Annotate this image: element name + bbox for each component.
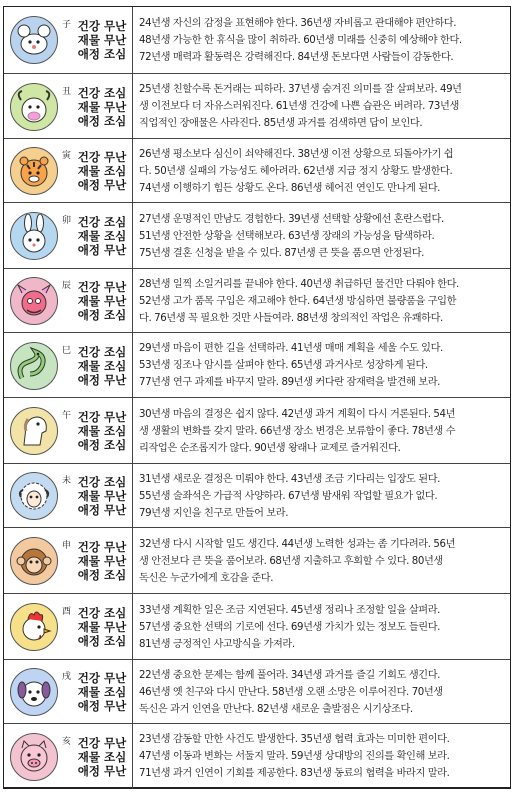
luck-rating: 조심 xyxy=(104,568,127,582)
luck-ratings xyxy=(68,19,130,61)
fortune-text xyxy=(133,398,510,464)
luck-category: 애정 xyxy=(77,114,100,128)
luck-category: 건강 xyxy=(77,410,100,424)
zodiac-sign-label: 丑 xyxy=(62,87,72,97)
fortune-line: 57년생 중요한 선택의 기로에 선다. 69년생 가치가 있는 정보도 들린다. xyxy=(139,621,441,633)
luck-category: 애정 xyxy=(77,503,100,517)
fortune-line: 32년생 다시 시작할 일도 생긴다. 44년생 노력한 성과는 좀 기다려라. 56년 xyxy=(139,538,456,550)
luck-category: 애정 xyxy=(77,438,100,452)
fortune-row xyxy=(4,73,510,139)
fortune-text xyxy=(133,464,510,528)
luck-love xyxy=(68,373,130,387)
luck-rating: 무난 xyxy=(104,620,127,634)
luck-ratings xyxy=(68,345,130,387)
luck-wealth xyxy=(68,294,130,308)
fortune-text xyxy=(133,528,510,594)
fortune-row-header xyxy=(4,74,133,139)
luck-health xyxy=(68,345,130,359)
luck-rating: 무난 xyxy=(104,373,127,387)
luck-category: 건강 xyxy=(77,606,100,620)
luck-rating: 조심 xyxy=(104,86,127,100)
luck-love xyxy=(68,308,130,322)
luck-rating: 무난 xyxy=(104,503,127,517)
luck-love xyxy=(68,568,130,582)
luck-wealth xyxy=(68,620,130,634)
luck-rating: 무난 xyxy=(104,736,127,750)
luck-love xyxy=(68,764,130,778)
fortune-line: 46년생 옛 친구와 다시 만난다. 58년생 오랜 소망은 이루어진다. 70년생 xyxy=(139,686,443,698)
luck-category: 재물 xyxy=(77,750,100,764)
fortune-line: 72년생 매력과 활동력은 강력해진다. 84년생 돈보다면 사람들이 감동한다. xyxy=(139,51,454,63)
luck-category: 건강 xyxy=(77,671,100,685)
luck-rating: 조심 xyxy=(104,634,127,648)
luck-love xyxy=(68,114,130,128)
fortune-text xyxy=(133,660,510,724)
luck-category: 재물 xyxy=(77,164,100,178)
fortune-row xyxy=(4,723,510,789)
luck-wealth xyxy=(68,359,130,373)
fortune-row-header xyxy=(4,269,133,333)
luck-ratings xyxy=(68,606,130,648)
fortune-row-header xyxy=(4,203,133,269)
horse-icon xyxy=(10,407,58,455)
luck-ratings xyxy=(68,150,130,192)
fortune-line: 27년생 운명적인 만남도 경험한다. 39년생 선택할 상황에선 혼란스럽다. xyxy=(139,213,444,225)
fortune-text xyxy=(133,203,510,269)
luck-rating: 조심 xyxy=(104,215,127,229)
fortune-line: 다. 76년생 꼭 필요한 것만 사들여라. 88년생 창의적인 작업은 유쾌하다. xyxy=(139,312,443,324)
fortune-line: 79년생 지인을 친구로 만들어 보라. xyxy=(139,507,289,519)
luck-rating: 무난 xyxy=(104,699,127,713)
luck-rating: 무난 xyxy=(104,178,127,192)
luck-category: 재물 xyxy=(77,620,100,634)
luck-category: 재물 xyxy=(77,229,100,243)
luck-health xyxy=(68,671,130,685)
luck-rating: 조심 xyxy=(104,308,127,322)
zodiac-sign-label: 卯 xyxy=(62,216,72,226)
luck-category: 재물 xyxy=(77,554,100,568)
luck-rating: 무난 xyxy=(104,764,127,778)
fortune-row xyxy=(4,268,510,333)
fortune-text xyxy=(133,724,510,789)
luck-health xyxy=(68,280,130,294)
luck-health xyxy=(68,19,130,33)
luck-rating: 무난 xyxy=(104,554,127,568)
luck-wealth xyxy=(68,750,130,764)
fortune-line: 생 이전보다 더 자유스러워진다. 61년생 건강에 나쁜 습관은 버려라. 73년생 xyxy=(139,101,459,112)
zodiac-sign-label: 子 xyxy=(62,20,72,30)
luck-rating: 무난 xyxy=(104,671,127,685)
fortune-line: 24년생 자신의 감정을 표현해야 한다. 36년생 자비롭고 관대해야 편안하다. xyxy=(139,17,457,29)
luck-category: 건강 xyxy=(77,86,100,100)
fortune-line: 생 안전보다 큰 뜻을 품어보라. 68년생 지출하고 후회할 수 있다. 80년생 xyxy=(139,555,443,567)
fortune-row xyxy=(4,7,510,73)
luck-ratings xyxy=(68,86,130,128)
zodiac-sign-label: 申 xyxy=(62,541,72,551)
fortune-line: 독신은 과거 인연을 만난다. 82년생 새로운 출발점은 시기상조다. xyxy=(139,703,413,715)
fortune-line: 81년생 긍정적인 사고방식을 가져라. xyxy=(139,638,295,650)
luck-rating: 조심 xyxy=(104,685,127,699)
fortune-row xyxy=(4,397,510,464)
fortune-line: 71년생 과거 인연이 기회를 제공한다. 83년생 동료의 협력을 바라지 말라. xyxy=(139,768,450,779)
fortune-row xyxy=(4,138,510,203)
zodiac-sign-label: 午 xyxy=(62,411,72,421)
luck-love xyxy=(68,503,130,517)
zodiac-sign-label: 辰 xyxy=(62,281,72,291)
fortune-line: 22년생 중요한 문제는 함께 풀어라. 34년생 과거를 즐길 기회도 생긴다. xyxy=(139,669,441,681)
zodiac-sign-label: 未 xyxy=(62,476,72,486)
luck-category: 애정 xyxy=(77,764,100,778)
luck-wealth xyxy=(68,164,130,178)
fortune-row-header xyxy=(4,660,133,724)
fortune-line: 26년생 평소보다 심신이 쇠약해진다. 38년생 이전 상황으로 되돌아가기 쉽 xyxy=(139,148,454,160)
fortune-line: 29년생 마음이 편한 길을 선택하라. 41년생 매매 계획을 세울 수도 있다. xyxy=(139,343,443,354)
fortune-row-header xyxy=(4,7,133,73)
fortune-line: 48년생 가능한 한 휴식을 많이 취하라. 60년생 미래를 신중히 예상해야 한다. xyxy=(139,34,462,46)
luck-category: 건강 xyxy=(77,736,100,750)
luck-category: 건강 xyxy=(77,345,100,359)
luck-category: 애정 xyxy=(77,47,100,61)
luck-wealth xyxy=(68,554,130,568)
luck-category: 건강 xyxy=(77,215,100,229)
luck-category: 건강 xyxy=(77,280,100,294)
luck-category: 건강 xyxy=(77,150,100,164)
luck-category: 재물 xyxy=(77,100,100,114)
fortune-row xyxy=(4,593,510,660)
fortune-row-header xyxy=(4,528,133,594)
luck-rating: 무난 xyxy=(104,100,127,114)
fortune-line: 25년생 친할수록 돈거래는 피하라. 37년생 숨겨진 의미를 잘 살펴보라. 49년 xyxy=(139,84,462,95)
luck-wealth xyxy=(68,424,130,438)
fortune-text xyxy=(133,7,510,73)
luck-category: 애정 xyxy=(77,373,100,387)
luck-rating: 조심 xyxy=(104,229,127,243)
fortune-text xyxy=(133,269,510,333)
fortune-row-header xyxy=(4,724,133,789)
luck-wealth xyxy=(68,685,130,699)
fortune-line: 생 생활의 변화를 갖지 말라. 66년생 장소 변경은 보류함이 좋다. 78년생 수 xyxy=(139,425,456,437)
luck-wealth xyxy=(68,33,130,47)
luck-rating: 무난 xyxy=(104,489,127,503)
luck-wealth xyxy=(68,489,130,503)
fortune-line: 리작업은 순조롭지가 않다. 90년생 왕래나 교제로 즐거워진다. xyxy=(139,442,401,454)
zodiac-sign-label: 亥 xyxy=(62,737,72,747)
luck-rating: 조심 xyxy=(104,475,127,489)
luck-category: 건강 xyxy=(77,540,100,554)
luck-rating: 조심 xyxy=(104,750,127,764)
fortune-row xyxy=(4,527,510,594)
luck-love xyxy=(68,634,130,648)
luck-rating: 조심 xyxy=(104,438,127,452)
luck-ratings xyxy=(68,280,130,322)
dog-icon xyxy=(10,668,58,716)
fortune-text xyxy=(133,74,510,139)
fortune-line: 직업적인 장애물은 사라진다. 85년생 과거를 검색하면 답이 보인다. xyxy=(139,118,423,129)
luck-category: 재물 xyxy=(77,424,100,438)
monkey-icon xyxy=(10,537,58,585)
fortune-line: 30년생 마음의 결정은 쉽지 않다. 42년생 과거 계획이 다시 거론된다. 54년 xyxy=(139,408,456,420)
luck-category: 애정 xyxy=(77,308,100,322)
luck-health xyxy=(68,86,130,100)
luck-rating: 조심 xyxy=(104,424,127,438)
luck-rating: 무난 xyxy=(104,243,127,257)
fortune-row-header xyxy=(4,139,133,203)
zodiac-sign-label: 酉 xyxy=(62,607,72,617)
rabbit-icon xyxy=(10,212,58,260)
luck-category: 재물 xyxy=(77,685,100,699)
fortune-row-header xyxy=(4,464,133,528)
zodiac-sign-label: 巳 xyxy=(62,346,72,356)
luck-category: 애정 xyxy=(77,568,100,582)
fortune-line: 28년생 일찍 소일거리를 끝내야 한다. 40년생 취급하던 물건만 다뤄야 한다. xyxy=(139,278,459,290)
luck-love xyxy=(68,438,130,452)
luck-ratings xyxy=(68,671,130,713)
luck-category: 재물 xyxy=(77,294,100,308)
luck-health xyxy=(68,150,130,164)
fortune-line: 53년생 징조나 암시를 살펴야 한다. 65년생 과거사로 성장하게 된다. xyxy=(139,360,428,371)
luck-rating: 조심 xyxy=(104,606,127,620)
fortune-row-header xyxy=(4,333,133,398)
rat-icon xyxy=(10,16,58,64)
fortune-line: 31년생 새로운 결정은 미뤄야 한다. 43년생 조금 기다리는 입장도 된다. xyxy=(139,473,441,485)
rooster-icon xyxy=(10,603,58,651)
luck-wealth xyxy=(68,229,130,243)
luck-category: 건강 xyxy=(77,475,100,489)
luck-ratings xyxy=(68,475,130,517)
zodiac-sign-label: 戌 xyxy=(62,672,72,682)
pig-icon xyxy=(10,733,58,781)
luck-rating: 조심 xyxy=(104,164,127,178)
luck-ratings xyxy=(68,215,130,257)
fortune-line: 독신은 누군가에게 호감을 준다. xyxy=(139,572,274,584)
luck-rating: 무난 xyxy=(104,280,127,294)
luck-rating: 조심 xyxy=(104,114,127,128)
fortune-text xyxy=(133,139,510,203)
luck-category: 애정 xyxy=(77,634,100,648)
fortune-row xyxy=(4,659,510,724)
fortune-line: 47년생 이동과 변화는 서둘지 말라. 59년생 상대방의 진의를 확인해 보라. xyxy=(139,751,450,762)
luck-rating: 조심 xyxy=(104,47,127,61)
luck-health xyxy=(68,215,130,229)
fortune-line: 51년생 안전한 상황을 선택해보라. 63년생 장래의 가능성을 탐색하라. xyxy=(139,230,435,242)
dragon-icon xyxy=(10,277,58,325)
luck-health xyxy=(68,540,130,554)
fortune-row-header xyxy=(4,398,133,464)
fortune-line: 75년생 결혼 신청을 받을 수 있다. 87년생 큰 뜻을 품으면 안정된다. xyxy=(139,247,424,259)
luck-love xyxy=(68,178,130,192)
fortune-line: 77년생 연구 과제를 바꾸지 말라. 89년생 커다란 잠재력을 발견해 보라. xyxy=(139,377,441,388)
luck-love xyxy=(68,47,130,61)
luck-ratings xyxy=(68,540,130,582)
luck-rating: 조심 xyxy=(104,359,127,373)
ox-icon xyxy=(10,83,58,131)
luck-rating: 무난 xyxy=(104,540,127,554)
luck-rating: 무난 xyxy=(104,150,127,164)
luck-ratings xyxy=(68,736,130,778)
luck-rating: 조심 xyxy=(104,345,127,359)
luck-health xyxy=(68,475,130,489)
luck-category: 애정 xyxy=(77,243,100,257)
fortune-line: 33년생 계획한 일은 조금 지연된다. 45년생 정리나 조정할 일을 살펴라. xyxy=(139,604,441,616)
fortune-line: 23년생 감동할 만한 사건도 발생한다. 35년생 협력 효과는 미미한 편이다. xyxy=(139,734,450,745)
luck-love xyxy=(68,699,130,713)
sheep-icon xyxy=(10,472,58,520)
luck-category: 애정 xyxy=(77,178,100,192)
tiger-icon xyxy=(10,147,58,195)
luck-rating: 무난 xyxy=(104,294,127,308)
fortune-line: 다. 50년생 실패의 가능성도 헤아려라. 62년생 지급 정지 상황도 발생한다. xyxy=(139,165,453,177)
luck-category: 애정 xyxy=(77,699,100,713)
snake-icon xyxy=(10,342,58,390)
luck-health xyxy=(68,606,130,620)
fortune-row-header xyxy=(4,594,133,660)
luck-health xyxy=(68,410,130,424)
zodiac-sign-label: 寅 xyxy=(62,151,72,161)
fortune-row xyxy=(4,202,510,269)
luck-category: 재물 xyxy=(77,489,100,503)
fortune-row xyxy=(4,463,510,528)
luck-rating: 무난 xyxy=(104,410,127,424)
horoscope-table xyxy=(3,6,511,789)
luck-rating: 무난 xyxy=(104,19,127,33)
luck-category: 건강 xyxy=(77,19,100,33)
fortune-line: 52년생 고가 품목 구입은 재고해야 한다. 64년생 방심하면 불량품을 구입한 xyxy=(139,295,457,307)
fortune-text xyxy=(133,594,510,660)
fortune-line: 74년생 이행하기 힘든 상황도 온다. 86년생 헤어진 연인도 만나게 된다. xyxy=(139,182,441,194)
fortune-row xyxy=(4,332,510,398)
luck-category: 재물 xyxy=(77,33,100,47)
fortune-text xyxy=(133,333,510,398)
fortune-line: 55년생 술좌석은 가급적 사양하라. 67년생 밤새워 작업할 필요가 없다. xyxy=(139,490,438,502)
luck-love xyxy=(68,243,130,257)
luck-health xyxy=(68,736,130,750)
luck-category: 재물 xyxy=(77,359,100,373)
luck-rating: 무난 xyxy=(104,33,127,47)
luck-ratings xyxy=(68,410,130,452)
luck-wealth xyxy=(68,100,130,114)
